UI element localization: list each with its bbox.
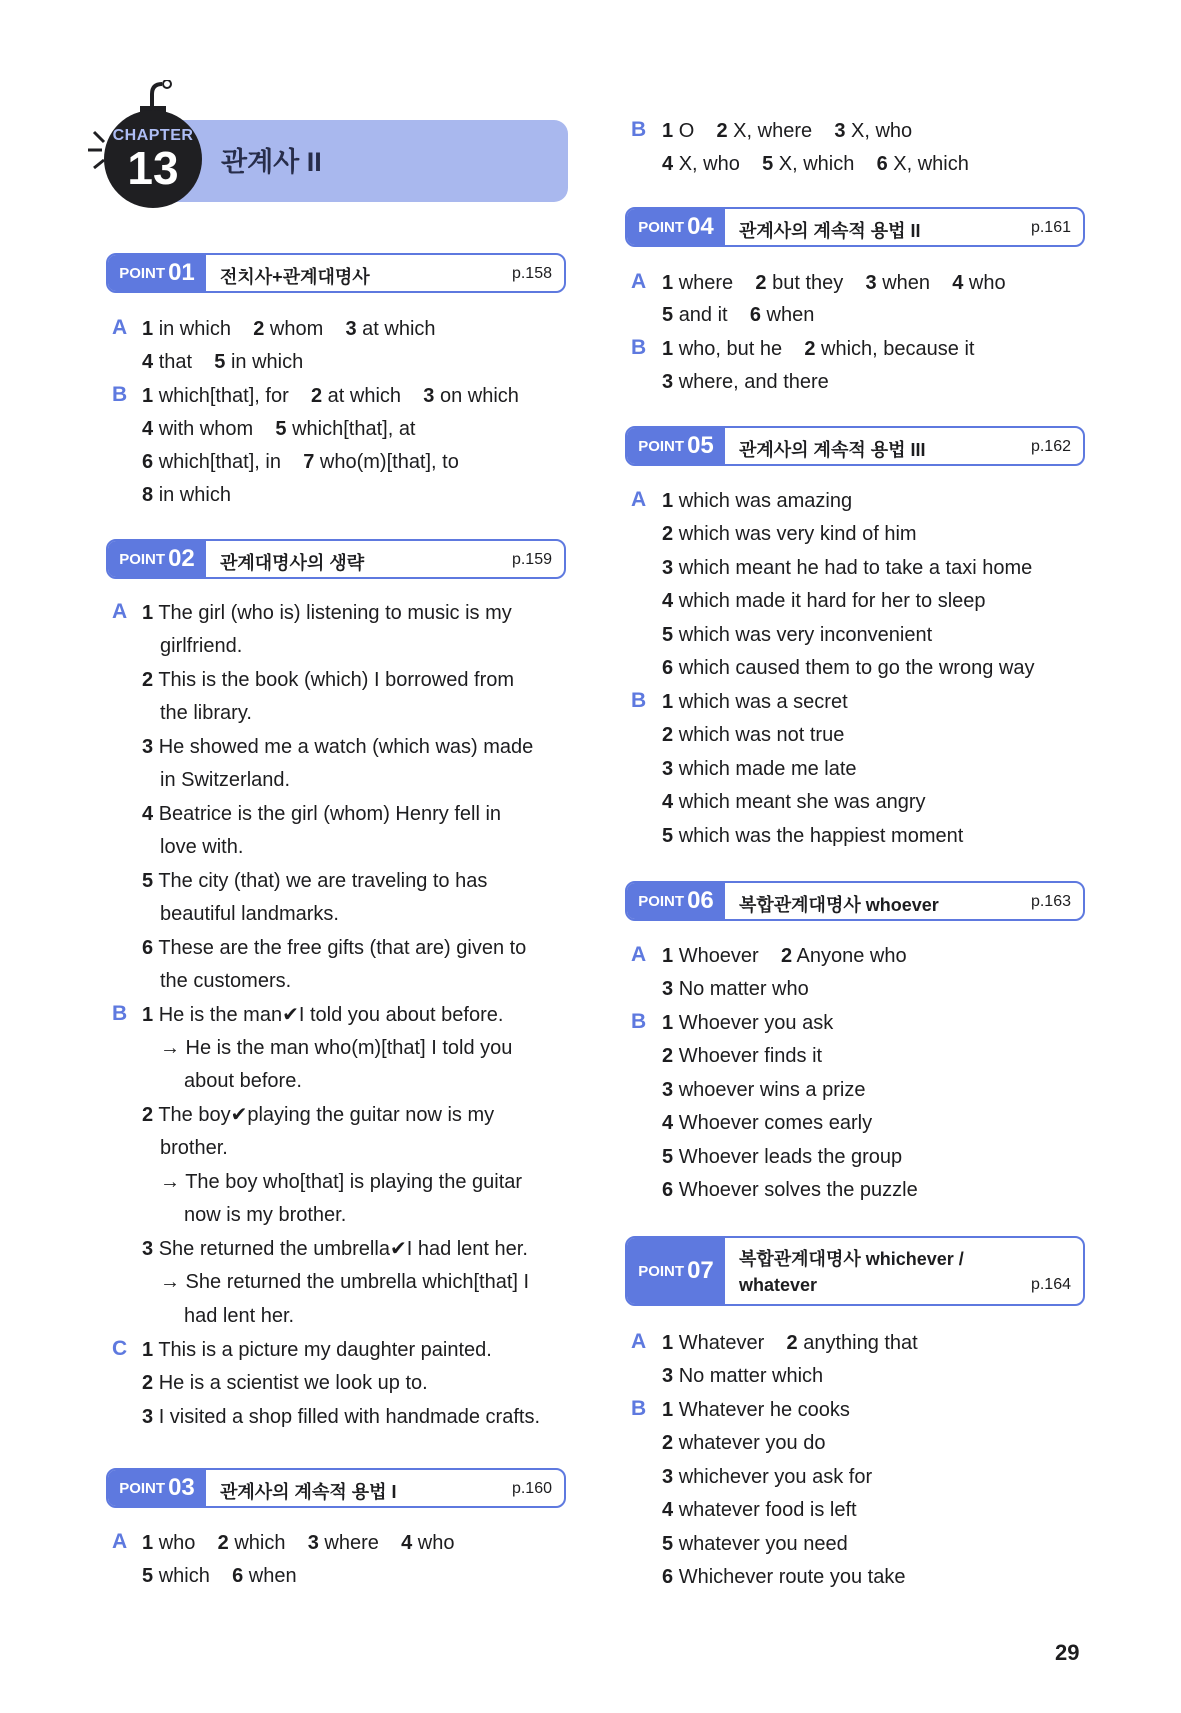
answer-line: 3 where, and there xyxy=(662,371,829,393)
answer-line: brother. xyxy=(160,1137,228,1159)
answer-line: 3 No matter which xyxy=(662,1365,824,1387)
answer-line: → He is the man who(m)[that] I told you xyxy=(160,1037,513,1059)
answer-line: 1 Whatever he cooks xyxy=(662,1399,850,1421)
point-title: 복합관계대명사 whichever / whatever xyxy=(739,1249,964,1295)
section-letter-a: A xyxy=(631,488,647,511)
answer-line: 6 These are the free gifts (that are) given to xyxy=(142,937,527,959)
point-tag: POINT 04 xyxy=(627,209,725,245)
answer-line: love with. xyxy=(160,836,244,858)
answer-line: 3 which made me late xyxy=(662,758,857,780)
chapter-title: 관계사 II xyxy=(221,147,322,177)
answer-line: 1 where 2 but they 3 when 4 who xyxy=(662,272,1006,294)
chapter-label: CHAPTER xyxy=(112,127,194,144)
point-title: 전치사+관계대명사 xyxy=(220,267,370,287)
answer-line: 4 Beatrice is the girl (whom) Henry fell in xyxy=(142,803,502,825)
point-page: p.163 xyxy=(1030,893,1071,910)
answer-line: had lent her. xyxy=(184,1305,295,1327)
answer-line: 6 Whichever route you take xyxy=(662,1566,906,1588)
section-letter-a: A xyxy=(112,600,128,623)
answer-line: the customers. xyxy=(160,970,292,992)
section-letter-b: B xyxy=(631,1010,647,1033)
answer-line: 1 which was amazing xyxy=(662,490,853,512)
answer-line: 3 which meant he had to take a taxi home xyxy=(662,557,1033,579)
point-page: p.164 xyxy=(1030,1276,1071,1293)
answer-line: 4 which made it hard for her to sleep xyxy=(662,590,986,612)
chapter-number: 13 xyxy=(127,142,179,194)
answer-line: 1 O 2 X, where 3 X, who xyxy=(662,120,913,142)
section-letter-b: B xyxy=(631,689,647,712)
point-page: p.158 xyxy=(511,265,552,282)
answer-line: girlfriend. xyxy=(160,635,243,657)
answer-line: 1 He is the man✔I told you about before. xyxy=(142,1004,504,1026)
section-letter-b: B xyxy=(631,118,647,141)
answer-line: 1 The girl (who is) listening to music is my xyxy=(142,602,512,624)
answer-line: in Switzerland. xyxy=(160,769,291,791)
point-06-header xyxy=(625,881,1085,921)
answer-line: 8 in which xyxy=(142,484,231,506)
point-tag: POINT 06 xyxy=(627,883,725,919)
answer-line: → She returned the umbrella which[that] I xyxy=(160,1271,530,1293)
section-letter-b: B xyxy=(112,1002,128,1025)
section-letter-c: C xyxy=(112,1337,128,1360)
point-title: 복합관계대명사 whoever xyxy=(739,895,939,915)
chapter-banner xyxy=(158,120,568,202)
answer-line: 1 which[that], for 2 at which 3 on which xyxy=(142,385,519,407)
answer-line: 1 This is a picture my daughter painted. xyxy=(142,1339,492,1361)
answer-line: 4 that 5 in which xyxy=(142,351,304,373)
point-tag: POINT 02 xyxy=(108,541,206,577)
answer-line: 5 Whoever leads the group xyxy=(662,1146,903,1168)
answer-line: → The boy who[that] is playing the guitar xyxy=(160,1171,523,1193)
chapter-badge xyxy=(104,110,202,208)
answer-line: 3 whoever wins a prize xyxy=(662,1079,866,1101)
answer-line: 1 who 2 which 3 where 4 who xyxy=(142,1532,455,1554)
checkmark-icon: ✔ xyxy=(389,1238,407,1260)
point-04-header xyxy=(625,207,1085,247)
point-page: p.159 xyxy=(511,551,552,568)
answer-line: 3 whichever you ask for xyxy=(662,1466,873,1488)
answer-line: 2 which was not true xyxy=(662,724,845,746)
answer-line: 4 with whom 5 which[that], at xyxy=(142,418,416,440)
answer-line: 5 The city (that) we are traveling to has xyxy=(142,870,488,892)
answer-line: 3 She returned the umbrella✔I had lent her. xyxy=(142,1238,528,1260)
point-03-header xyxy=(106,1468,566,1508)
section-letter-b: B xyxy=(631,336,647,359)
answer-line: 1 Whatever 2 anything that xyxy=(662,1332,918,1354)
answer-line: 3 I visited a shop filled with handmade crafts. xyxy=(142,1406,540,1428)
point-title: 관계사의 계속적 용법 II xyxy=(739,221,921,241)
answer-line: 1 in which 2 whom 3 at which xyxy=(142,318,436,340)
point-02-header xyxy=(106,539,566,579)
point-tag: POINT 05 xyxy=(627,428,725,464)
point-01-header xyxy=(106,253,566,293)
point-title: 관계사의 계속적 용법 III xyxy=(739,440,926,460)
point-page: p.160 xyxy=(511,1480,552,1497)
point-tag: POINT 07 xyxy=(627,1238,725,1304)
point-title: 관계대명사의 생략 xyxy=(220,553,365,573)
point-tag: POINT 03 xyxy=(108,1470,206,1506)
answer-line: 1 which was a secret xyxy=(662,691,848,713)
answer-line: 2 which was very kind of him xyxy=(662,523,917,545)
answer-line: 2 This is the book (which) I borrowed from xyxy=(142,669,515,691)
checkmark-icon: ✔ xyxy=(282,1004,299,1026)
section-letter-a: A xyxy=(631,1330,647,1353)
answer-line: 5 and it 6 when xyxy=(662,304,815,326)
section-letter-a: A xyxy=(112,316,128,339)
answer-line: 2 He is a scientist we look up to. xyxy=(142,1372,428,1394)
answer-line: 4 which meant she was angry xyxy=(662,791,926,813)
answer-line: 3 He showed me a watch (which was) made xyxy=(142,736,534,758)
answer-line: 4 Whoever comes early xyxy=(662,1112,873,1134)
answer-line: 5 whatever you need xyxy=(662,1533,848,1555)
answer-line: 1 Whoever 2 Anyone who xyxy=(662,945,907,967)
answer-line: 2 The boy✔playing the guitar now is my xyxy=(142,1104,495,1126)
point-tag: POINT 01 xyxy=(108,255,206,291)
answer-line: about before. xyxy=(184,1070,302,1092)
point-05-header xyxy=(625,426,1085,466)
section-letter-a: A xyxy=(112,1530,128,1553)
answer-line: 3 No matter who xyxy=(662,978,809,1000)
answer-line: 5 which was the happiest moment xyxy=(662,825,964,847)
answer-line: 6 which[that], in 7 who(m)[that], to xyxy=(142,451,459,473)
section-letter-a: A xyxy=(631,943,647,966)
answer-line: beautiful landmarks. xyxy=(160,903,339,925)
page-number: 29 xyxy=(1055,1640,1080,1665)
checkmark-icon: ✔ xyxy=(230,1104,248,1126)
section-letter-b: B xyxy=(631,1397,647,1420)
point-page: p.161 xyxy=(1030,219,1071,236)
answer-line: 4 X, who 5 X, which 6 X, which xyxy=(662,153,969,175)
answer-line: 2 whatever you do xyxy=(662,1432,826,1454)
answer-line: 5 which 6 when xyxy=(142,1565,297,1587)
point-title: 관계사의 계속적 용법 I xyxy=(220,1482,397,1502)
answer-line: 1 who, but he 2 which, because it xyxy=(662,338,975,360)
section-letter-a: A xyxy=(631,270,647,293)
chapter-header xyxy=(88,80,568,210)
answer-line: 1 Whoever you ask xyxy=(662,1012,834,1034)
answer-line: the library. xyxy=(160,702,252,724)
answer-line: 6 Whoever solves the puzzle xyxy=(662,1179,918,1201)
answer-line: 5 which was very inconvenient xyxy=(662,624,933,646)
answer-line: now is my brother. xyxy=(184,1204,347,1226)
answer-line: 4 whatever food is left xyxy=(662,1499,857,1521)
answer-line: 2 Whoever finds it xyxy=(662,1045,823,1067)
answer-line: 6 which caused them to go the wrong way xyxy=(662,657,1035,679)
section-letter-b: B xyxy=(112,383,128,406)
point-page: p.162 xyxy=(1030,438,1071,455)
point-07-header xyxy=(625,1236,1085,1306)
